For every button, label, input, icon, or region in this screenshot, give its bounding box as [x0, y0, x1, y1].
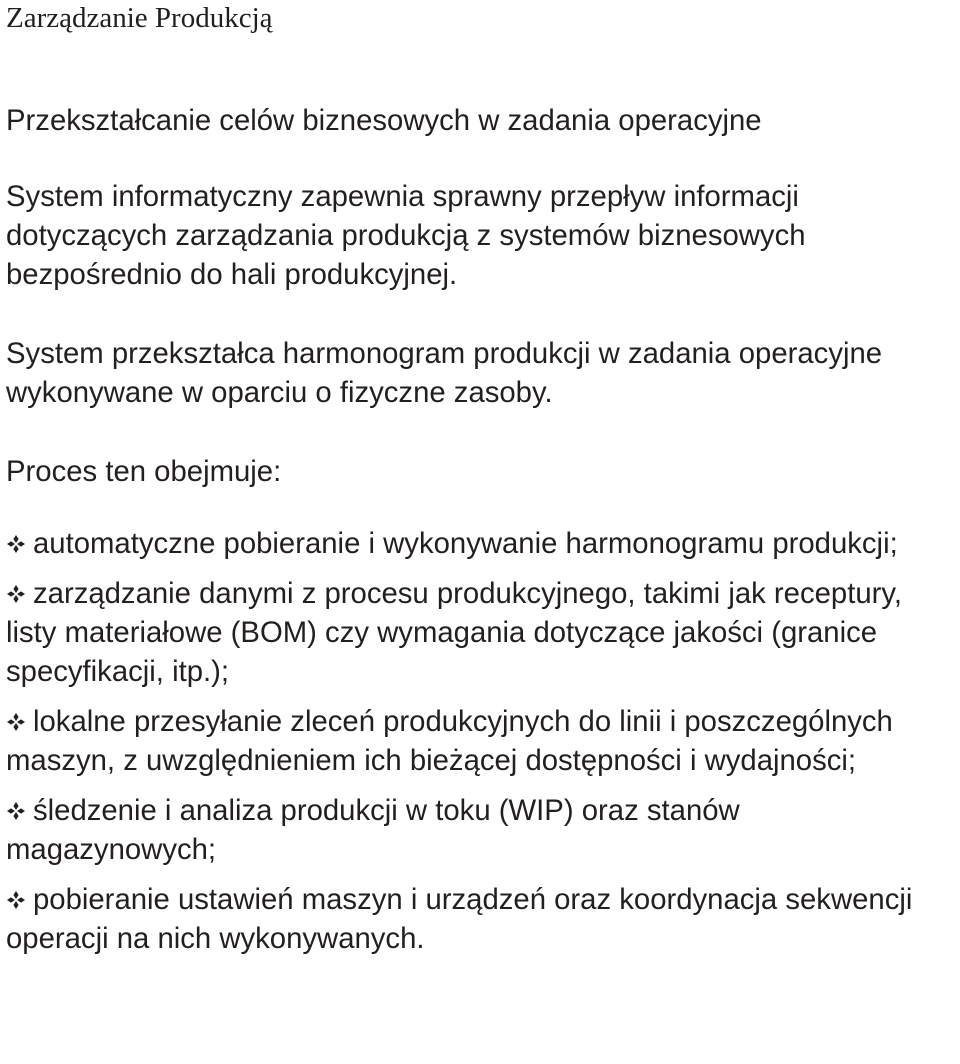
document-body [6, 101, 956, 958]
bullet-item-1 [6, 524, 956, 563]
paragraph-2: System przekształca harmonogram produkcji w zadania operacyjne wykonywane w oparciu o fizyczne zasoby. [6, 337, 883, 409]
bullet-text: automatyczne pobieranie i wykonywanie harmonogramu produkcji; [33, 527, 898, 560]
bullet-item-2 [6, 574, 956, 691]
bullet-text: zarządzanie danymi z procesu produkcyjnego, takimi jak receptury, listy materiałowe (BOM) czy wymagania dotyczące jakości (granice specyfikacji, itp.); [6, 577, 903, 688]
bullet-text: śledzenie i analiza produkcji w toku (WIP) oraz stanów magazynowych; [6, 794, 740, 866]
page-header: Zarządzanie Produkcją [6, 2, 273, 34]
diamond-bullet-icon [6, 712, 26, 732]
bullet-text: pobieranie ustawień maszyn i urządzeń oraz koordynacja sekwencji operacji na nich wykonywanych. [6, 883, 913, 955]
bullet-item-4 [6, 791, 956, 869]
bullet-text: lokalne przesyłanie zleceń produkcyjnych do linii i poszczególnych maszyn, z uwzględnieniem ich bieżącej dostępności i wydajności; [6, 705, 893, 777]
list-intro: Proces ten obejmuje: [6, 455, 282, 488]
paragraph-1: System informatyczny zapewnia sprawny przepływ informacji dotyczących zarządzania produkcją z systemów biznesowych bezpośrednio do hali produkcyjnej. [6, 180, 806, 291]
bullet-item-3 [6, 702, 956, 780]
diamond-bullet-icon [6, 801, 26, 821]
diamond-bullet-icon [6, 534, 26, 554]
section-heading: Przekształcanie celów biznesowych w zadania operacyjne [6, 104, 762, 137]
bullet-item-5 [6, 880, 956, 958]
bullet-list [6, 524, 956, 958]
diamond-bullet-icon [6, 584, 26, 604]
diamond-bullet-icon [6, 890, 26, 910]
